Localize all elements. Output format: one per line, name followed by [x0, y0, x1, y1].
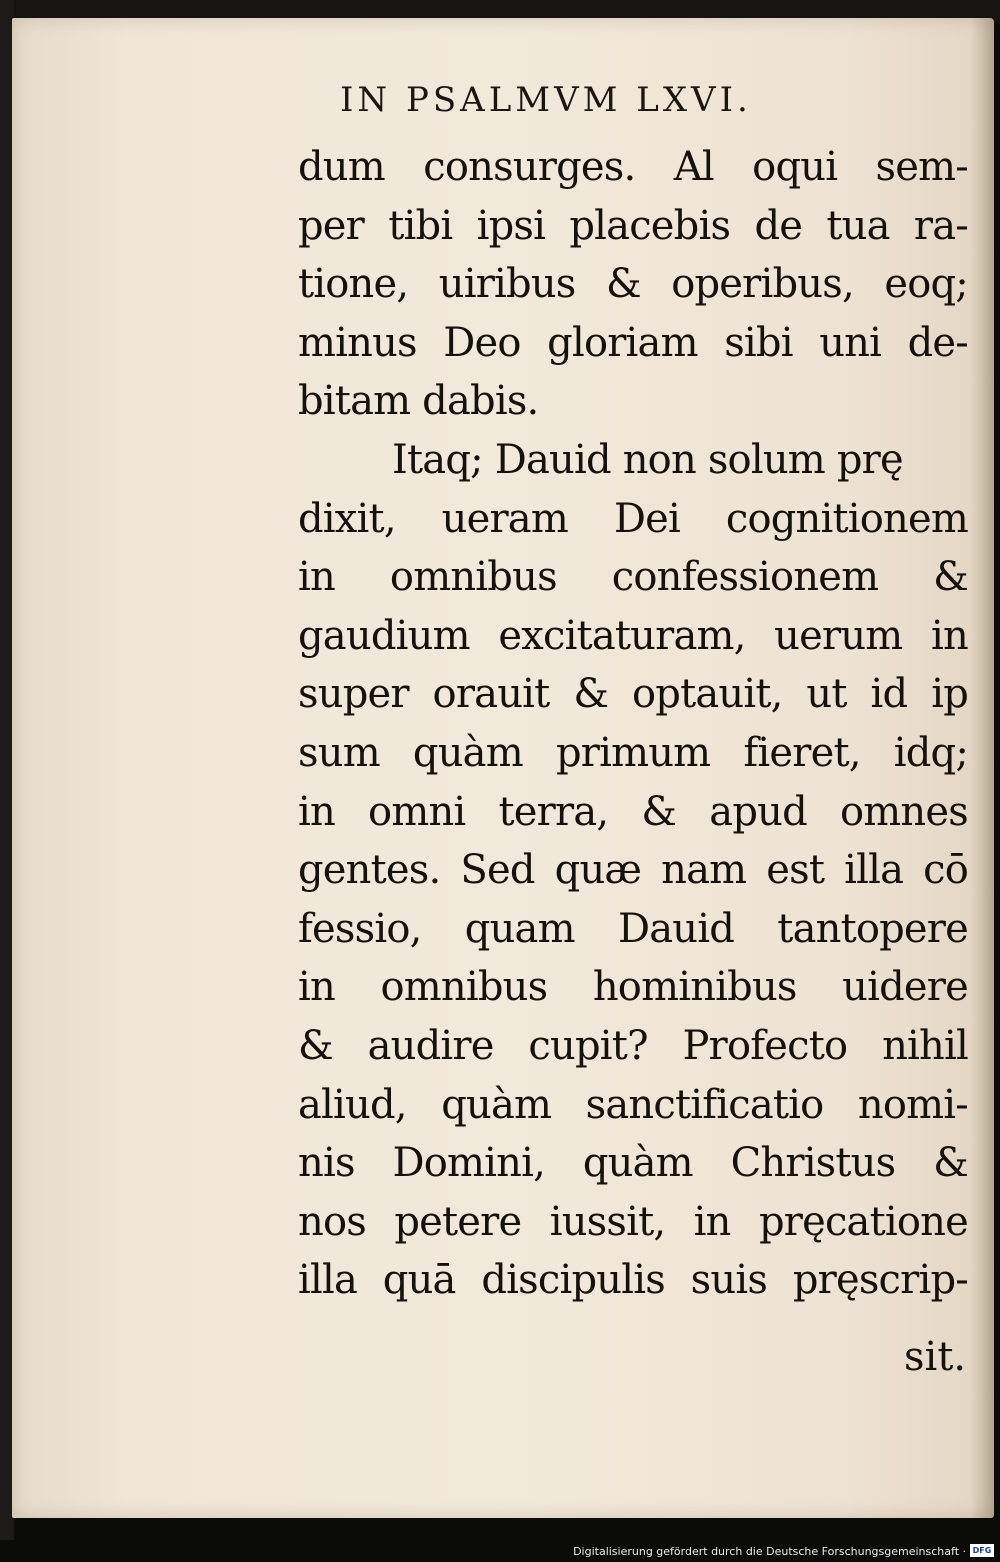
text-line: minus Deo gloriam sibi uni de-: [298, 319, 968, 366]
text-line: dixit, ueram Dei cognitionem: [298, 495, 968, 542]
text-line: gentes. Sed quæ nam est illa cō: [298, 847, 968, 894]
text-line: nos petere iussit, in pręcatione: [298, 1198, 968, 1245]
catchword: sit.: [904, 1334, 967, 1380]
text-line: sum quàm primum fieret, idq;: [298, 729, 968, 776]
text-line: nis Domini, quàm Christus &: [298, 1140, 968, 1187]
text-line: Itaq; Dauid non solum prę: [392, 436, 903, 483]
text-line: in omnibus confessionem &: [298, 554, 968, 601]
text-line: bitam dabis.: [298, 378, 539, 425]
text-line: illa quā discipulis suis pręscrip-: [298, 1257, 968, 1304]
book-page: [12, 18, 994, 1518]
text-line: gaudium excitaturam, uerum in: [298, 612, 968, 659]
text-line: aliud, quàm sanctificatio nomi-: [298, 1081, 968, 1128]
page-edge-shadow: [970, 18, 994, 1518]
text-block: [298, 138, 968, 1310]
text-line: tione, uiribus & operibus, eoq;: [298, 261, 968, 308]
text-line: fessio, quam Dauid tantopere: [298, 905, 968, 952]
text-line: super orauit & optauit, ut id ip: [298, 671, 968, 718]
digitization-credit: Digitalisierung gefördert durch die Deutsche Forschungsgemeinschaft ·: [573, 1545, 966, 1558]
text-line: in omni terra, & apud omnes: [298, 788, 968, 835]
text-line: in omnibus hominibus uidere: [298, 964, 968, 1011]
text-line: dum consurges. Al oqui sem-: [298, 144, 968, 190]
text-line: & audire cupit? Profecto nihil: [298, 1022, 968, 1069]
running-head: IN PSALMVM LXVI.: [340, 80, 752, 120]
text-line: per tibi ipsi placebis de tua ra-: [298, 202, 968, 249]
dfg-logo: DFG: [970, 1544, 994, 1557]
